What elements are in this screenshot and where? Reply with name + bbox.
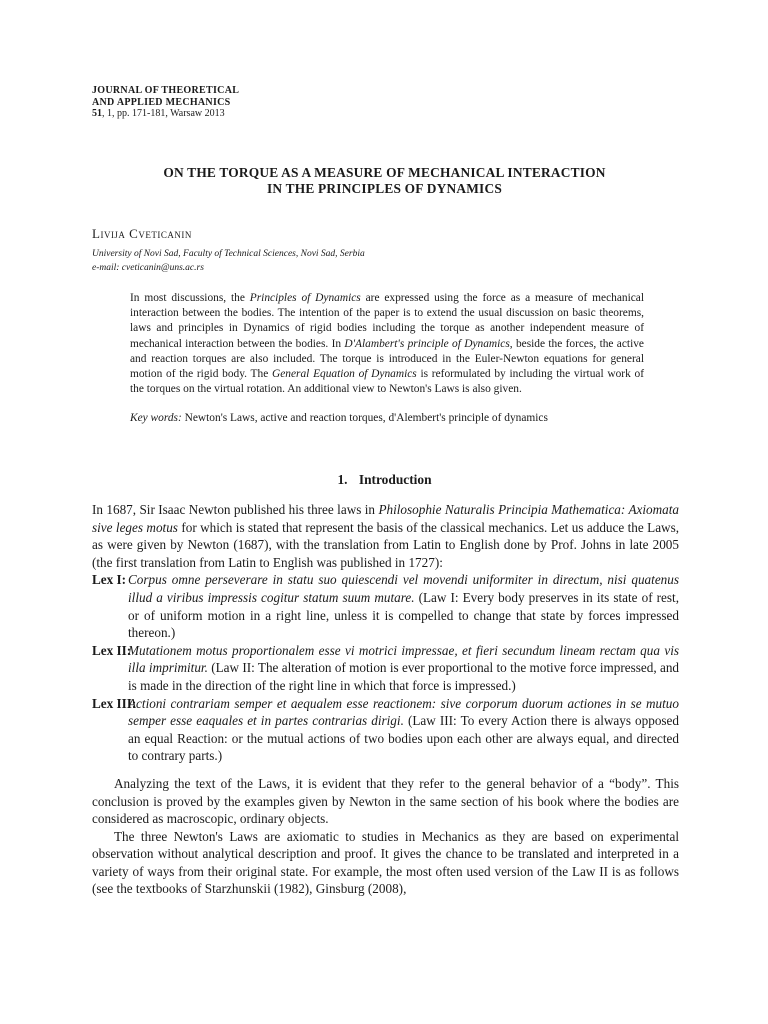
law-item-3	[92, 695, 679, 765]
abstract-text	[130, 291, 644, 397]
journal-issue-info: , 1, pp. 171-181, Warsaw 2013	[102, 108, 225, 119]
body-text	[92, 501, 679, 898]
intro-text-part: for which is stated that represent the basis of the classical mechanics. Let us adduce the Laws, as were given by Newton (1687), with the translation from Latin to English done by Prof. Johns in late 2005 (the first translation from Latin to English was published in 1727):	[92, 519, 680, 570]
title-line1: ON THE TORQUE AS A MEASURE OF MECHANICAL INTERACTION	[163, 165, 606, 180]
abstract	[130, 291, 644, 427]
section-number: 1.	[337, 472, 348, 487]
section-heading	[92, 472, 677, 488]
law-english: (Law III: To every Action there is always opposed an equal Reaction: or the mutual actions of two bodies upon each other are always equal, and directed to contrary parts.)	[128, 713, 680, 764]
intro-paragraph	[92, 501, 679, 571]
section-title: Introduction	[358, 472, 432, 487]
paper-title	[92, 165, 677, 197]
journal-header	[92, 85, 239, 120]
abstract-text-part: In most discussions, the	[130, 292, 250, 304]
law-label: Lex I:	[92, 572, 127, 588]
law-label: Lex III:	[92, 695, 137, 711]
intro-text-part: In 1687, Sir Isaac Newton published his three laws in	[92, 502, 379, 517]
body-paragraph-3: The three Newton's Laws are axiomatic to studies in Mechanics as they are based on experimental observation without analytical description and proof. It gives the chance to be translated and interpreted in a variety of ways from their original state. For example, the most often used version of the Law II is as follows (see the textbooks of Starzhunskii (1982), Ginsburg (2008),	[92, 828, 679, 897]
key-words	[130, 411, 644, 426]
journal-name-line2: AND APPLIED MECHANICS	[92, 96, 231, 108]
body-paragraph-2: Analyzing the text of the Laws, it is evident that they refer to the general behavior of a “body”. This conclusion is proved by the examples given by Newton in the same section of his book where the bodies are considered as macroscopic, ordinary objects.	[92, 775, 679, 827]
law-latin: Mutationem motus proportionalem esse vi motrici impressae, et fieri secundum lineam rectam qua vis illa imprimitur.	[128, 642, 679, 676]
law-label: Lex II:	[92, 642, 132, 658]
title-line2: IN THE PRINCIPLES OF DYNAMICS	[267, 181, 502, 196]
email: e-mail: cveticanin@uns.ac.rs	[92, 263, 204, 273]
abstract-text-part: , beside the forces, the active and reaction torques are also included. The torque is introduced in the Euler-Newton equations for general motion of the rigid body. The	[130, 337, 644, 381]
author-name: Livija Cveticanin	[92, 226, 192, 241]
law-item-1	[92, 571, 679, 641]
author-affiliation-block	[92, 247, 365, 275]
law-latin: Corpus omne perseverare in statu suo quiescendi vel movendi uniformiter in directum, nisi quatenus illud a viribus impressis cogitur statum suum mutare.	[128, 572, 679, 605]
abstract-emphasis: Principles of Dynamics	[249, 292, 361, 304]
law-english: (Law I: Every body preserves in its state of rest, or of uniform motion in a right line, unless it is compelled to change that state by forces impressed thereon.)	[128, 589, 679, 641]
journal-volume: 51	[92, 108, 102, 119]
intro-book-title: Philosophie Naturalis Principia Mathematica: Axiomata sive leges motus	[92, 502, 679, 535]
journal-issue	[92, 108, 239, 120]
law-item-2	[92, 642, 679, 695]
abstract-text-part: is reformulated by including the virtual work of the torques on the virtual rotation. An additional view to Newton's Laws is also given.	[130, 368, 645, 396]
abstract-text-part: are expressed using the force as a measure of mechanical interaction between the bodies. The intention of the paper is to extend the usual discussion on basic theorems, laws and principles in Dynamics of rigid bodies including the torque as another independent measure of mechanical interaction between the bodies. In	[130, 292, 645, 350]
key-words-label: Key words:	[130, 412, 182, 425]
abstract-emphasis: D'Alambert's principle of Dynamics	[344, 337, 510, 350]
key-words-text: Newton's Laws, active and reaction torques, d'Alembert's principle of dynamics	[181, 412, 548, 425]
journal-name-line1: JOURNAL OF THEORETICAL	[92, 85, 240, 96]
affiliation: University of Novi Sad, Faculty of Technical Sciences, Novi Sad, Serbia	[92, 249, 365, 259]
abstract-emphasis: General Equation of Dynamics	[272, 368, 417, 381]
law-english: (Law II: The alteration of motion is ever proportional to the motive force impressed, and is made in the direction of the right line in which that force is impressed.)	[128, 660, 680, 693]
law-latin: Actioni contrariam semper et aequalem esse reactionem: sive corporum duorum actiones in se mutuo semper esse eaquales et in partes contrarias dirigi.	[128, 695, 679, 729]
